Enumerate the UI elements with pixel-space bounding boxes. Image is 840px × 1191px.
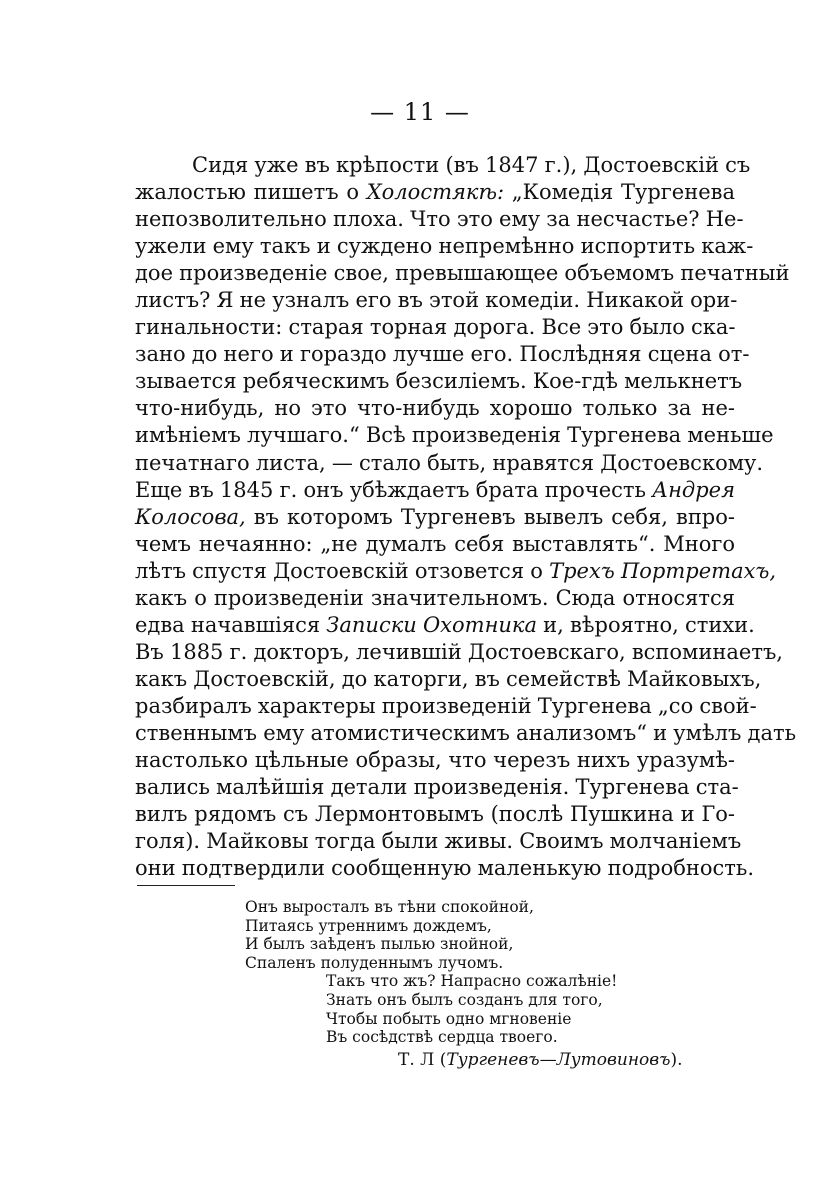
italic-title: Колосова,	[135, 504, 246, 529]
signature-initials: Т. Л	[398, 1050, 435, 1070]
signature-open-paren: (	[439, 1050, 447, 1070]
paragraph-line-5: дое произведеніе свое, превышающее объемомъ печатный	[135, 261, 790, 286]
verse-line-2: Питаясь утреннимъ дождемъ,	[245, 916, 492, 935]
paragraph-line-10: что-нибудь, но это что-нибудь хорошо только за не-	[135, 396, 735, 421]
paragraph-line-20: какъ Достоевскій, до каторги, въ семействѣ Майковыхъ,	[135, 666, 762, 691]
signature-close-paren: ).	[670, 1050, 683, 1070]
paragraph-line-12: печатнаго листа, — стало быть, нравятся Достоевскому.	[135, 450, 764, 475]
verse-line-3: И былъ заѣденъ пылью знойной,	[245, 935, 514, 954]
paragraph-line-26: голя). Майковы тогда были живы. Своимъ молчаніемъ	[135, 829, 742, 854]
page-number: — 11 —	[370, 98, 470, 126]
section-divider	[137, 885, 235, 886]
verse-line-6: Знать онъ былъ созданъ для того,	[326, 991, 603, 1009]
verse-line-5: Такъ что жъ? Напрасно сожалѣнiе!	[326, 972, 618, 991]
paragraph-line-21: разбиралъ характеры произведеній Тургенева „со свой-	[135, 693, 757, 718]
signature	[398, 1050, 683, 1070]
italic-title: Трехъ Портретахъ,	[549, 558, 777, 583]
paragraph-line-6: листъ? Я не узналъ его въ этой комедіи. Никакой ори-	[135, 288, 738, 313]
paragraph-line-9: зывается ребяческимъ безсиліемъ. Кое-гдѣ мелькнетъ	[135, 369, 743, 394]
italic-title: Записки Охотника	[326, 612, 537, 637]
paragraph-line-25: вилъ рядомъ съ Лермонтовымъ (послѣ Пушкина и Го-	[135, 802, 735, 827]
paragraph-line-22: ственнымъ ему атомистическимъ анализомъ“ и умѣлъ дать	[135, 720, 797, 745]
paragraph-line-24: вались малѣйшія детали произведенія. Тургенева ста-	[135, 775, 739, 800]
paragraph-line-16: лѣтъ спустя Достоевскій отзовется о Трехъ Портретахъ,	[135, 558, 777, 583]
main-paragraph	[135, 152, 797, 882]
paragraph-line-3: непозволительно плоха. Что это ему за несчастье? Не-	[135, 207, 744, 232]
paragraph-line-17: какъ о произведеніи значительномъ. Сюда относятся	[135, 585, 735, 610]
verse-line-7: Чтобы побыть одно мгновеніе	[326, 1009, 572, 1028]
italic-title: Андрея	[652, 477, 735, 502]
paragraph-line-13: Еще въ 1845 г. онъ убѣждаетъ брата прочесть Андрея	[135, 477, 735, 502]
italic-title: Холостякѣ:	[366, 180, 505, 205]
paragraph-line-8: зано до него и гораздо лучше его. Послѣдняя сцена от-	[135, 342, 750, 367]
verse-line-1: Онъ выросталъ въ тѣни спокойной,	[245, 898, 534, 916]
paragraph-line-2: жалостью пишетъ о Холостякѣ: „Комедія Тургенева	[135, 180, 735, 205]
paragraph-line-15: чемъ нечаянно: „не думалъ себя выставлять“. Много	[135, 531, 735, 556]
paragraph-line-23: настолько цѣльные образы, что черезъ нихъ уразумѣ-	[135, 748, 735, 773]
paragraph-line-19: Въ 1885 г. докторъ, лечившій Достоевскаго, вспоминаетъ,	[135, 639, 783, 664]
paragraph-line-7: гинальности: старая торная дорога. Все это было ска-	[135, 315, 736, 340]
paragraph-line-4: ужели ему такъ и суждено непремѣнно испортить каж-	[135, 234, 754, 259]
verse-line-8: Въ сосѣдствѣ сердца твоего.	[326, 1028, 558, 1047]
signature-name: Тургеневъ—Лутовиновъ	[446, 1050, 671, 1070]
paragraph-line-1: Сидя уже въ крѣпости (въ 1847 г.), Достоевскій съ	[192, 153, 751, 177]
paragraph-line-11: имѣніемъ лучшаго.“ Всѣ произведенія Тургенева меньше	[135, 423, 774, 448]
paragraph-line-27: они подтвердили сообщенную маленькую подробность.	[135, 856, 754, 881]
paragraph-line-18: едва начавшіяся Записки Охотника и, вѣроятно, стихи.	[135, 612, 755, 637]
verse-line-4: Спаленъ полуденнымъ лучомъ.	[245, 953, 504, 972]
paragraph-line-14: Колосова, въ которомъ Тургеневъ вывелъ себя, впро-	[135, 504, 735, 529]
